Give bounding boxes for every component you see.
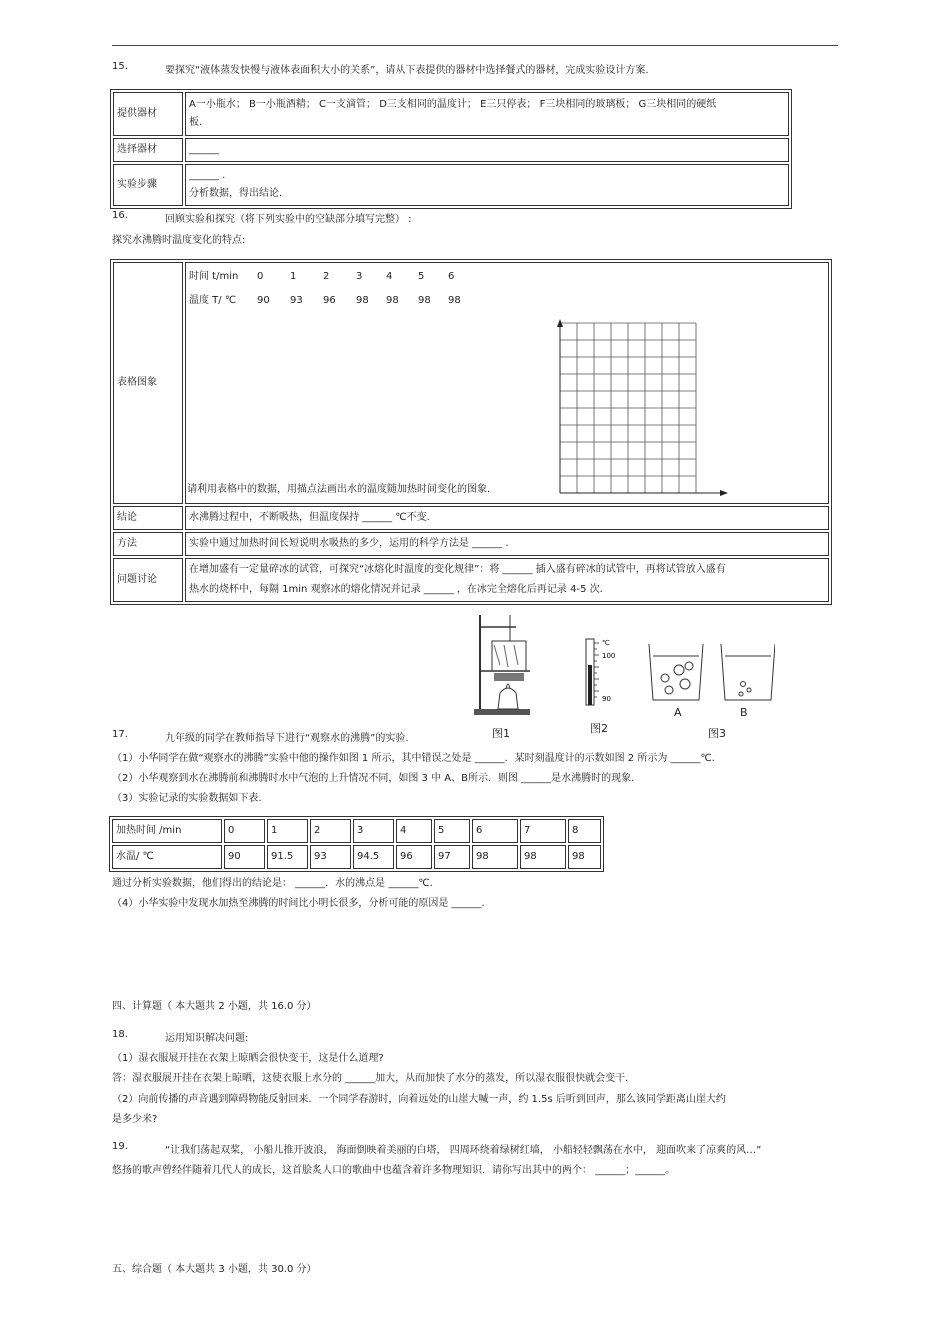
- q18-p3b: 是多少米?: [112, 1114, 158, 1125]
- q15-row-label: 选择器材: [113, 138, 183, 162]
- q15-text: 要探究“液体蒸发快慢与液体表面积大小的关系”，请从下表提供的器材中选择餐式的器材，完成实验设计方案.: [165, 65, 649, 76]
- q16-conclusion: 水沸腾过程中，不断吸热，但温度保持 ______ ℃不变.: [185, 506, 829, 530]
- temp-cell: 93: [290, 295, 303, 306]
- q17-data-table: [109, 816, 604, 872]
- q17-table-cell: 0: [224, 819, 265, 843]
- beaker-b-label: B: [740, 706, 748, 719]
- q16-discussion-line: 热水的烧杯中，每隔 1min 观察冰的熔化情况并记录 ______ ，在冰完全熔化后再记录 4-5 次.: [189, 584, 603, 595]
- q17-table-cell: 93: [310, 845, 351, 869]
- time-cell: 3: [356, 271, 363, 282]
- q19-number: 19.: [112, 1141, 128, 1152]
- q16-table: [110, 259, 832, 605]
- q19-text: “让我们荡起双桨， 小船儿推开波浪， 海面倒映着美丽的白塔， 四周环绕着绿树红墙， 小船轻轻飘荡在水中， 迎面吹来了凉爽的风…”: [165, 1145, 762, 1156]
- q16-discussion: [185, 558, 829, 602]
- time-cell: 6: [448, 271, 455, 282]
- q17-table-row-label: 水温/ ℃: [112, 845, 222, 869]
- time-cell: 0: [257, 271, 264, 282]
- q17-table-cell: 94.5: [353, 845, 394, 869]
- q15-row-line: 分析数据，得出结论.: [189, 188, 283, 199]
- q18-p1: （1）湿衣服展开挂在衣架上晾晒会很快变干，这是什么道理?: [112, 1053, 384, 1064]
- temp-label: 温度 T/ ℃: [189, 295, 237, 306]
- q17-table-cell: 2: [310, 819, 351, 843]
- q16-instruction: 请利用表格中的数据，用描点法画出水的温度随加热时间变化的图象.: [187, 484, 491, 495]
- q16-number: 16.: [112, 210, 128, 221]
- q17-table-cell: 6: [472, 819, 518, 843]
- q17-table-cell: 7: [520, 819, 566, 843]
- q15-row-line: ______ .: [189, 170, 226, 181]
- q18-p3: （2）向前传播的声音遇到障碍物能反射回来．一个同学春游时，向着远处的山崖大喊一声，约 1.5s 后听到回声，那么该同学距离山崖大约: [112, 1094, 726, 1105]
- time-label: 时间 t/min: [189, 271, 239, 282]
- q16-discussion-line: 在增加盛有一定量碎冰的试管，可探究“冰熔化时温度的变化规律”：将 ______ 插入盛有碎冰的试管中，再将试管放入盛有: [189, 564, 726, 575]
- q17-p1: （1）小华同学在做“观察水的沸腾”实验中他的操作如图 1 所示，其中错误之处是 ______．某时刻温度计的示数如图 2 所示为 ______℃.: [112, 753, 715, 764]
- q16-chart-cell: [185, 262, 829, 504]
- q17-table-cell: 8: [568, 819, 601, 843]
- temp-cell: 90: [257, 295, 270, 306]
- q16-text: 回顾实验和探究（将下列实验中的空缺部分填写完整） :: [165, 214, 412, 225]
- q17-p2: （2）小华观察到水在沸腾前和沸腾时水中气泡的上升情况不同，如图 3 中 A、B所示．则图 ______是水沸腾时的现象.: [112, 773, 635, 784]
- grid-lines: [560, 323, 696, 493]
- q17-table-cell: 5: [434, 819, 470, 843]
- q16-row-label: 问题讨论: [113, 558, 183, 602]
- q15-table: [110, 89, 792, 209]
- q17-conclusion: 通过分析实验数据，他们得出的结论是： ______．水的沸点是 ______℃.: [112, 878, 433, 889]
- q17-table-cell: 98: [520, 845, 566, 869]
- temp-cell: 98: [356, 295, 369, 306]
- figure-1-apparatus: [470, 605, 534, 733]
- figure-1-caption: 图1: [492, 727, 510, 740]
- temp-cell: 98: [386, 295, 399, 306]
- q15-row-value: [185, 92, 789, 136]
- q18-p2: 答：湿衣服展开挂在衣架上晾晒，这使衣服上水分的 ______加大，从而加快了水分的蒸发，所以湿衣服很快就会变干.: [112, 1073, 629, 1084]
- temp-cell: 98: [418, 295, 431, 306]
- q15-row-line: A一小瓶水； B一小瓶酒精； C一支滴管； D三支相同的温度计； E三只停表； F三块相同的玻璃板； G三块相同的硬纸: [189, 99, 717, 110]
- q17-table-cell: 96: [396, 845, 432, 869]
- q18-number: 18.: [112, 1029, 128, 1040]
- q17-text: 九年级的同学在教师指导下进行“观察水的沸腾”的实验.: [165, 733, 409, 744]
- q18-text: 运用知识解决问题:: [165, 1033, 249, 1044]
- q19-text2: 悠扬的歌声曾经伴随着几代人的成长，这首脍炙人口的歌曲中也蕴含着许多物理知识．请你写出其中的两个： ______；______。: [112, 1165, 676, 1176]
- q16-row-label: 方法: [113, 532, 183, 556]
- x-axis-arrow-icon: [720, 490, 728, 496]
- q15-row-value: [185, 164, 789, 206]
- time-cell: 5: [418, 271, 425, 282]
- q17-table-cell: 98: [472, 845, 518, 869]
- time-row: [189, 267, 478, 287]
- q17-table-cell: 4: [396, 819, 432, 843]
- q15-row-label: 实验步骤: [113, 164, 183, 206]
- time-cell: 2: [323, 271, 330, 282]
- figure-3-caption: 图3: [708, 727, 726, 740]
- section-5-heading: 五、综合题（ 本大题共 3 小题，共 30.0 分）: [112, 1264, 317, 1275]
- figure-3-beakers: [645, 640, 775, 705]
- q17-table-cell: 98: [568, 845, 601, 869]
- q17-table-cell: 90: [224, 845, 265, 869]
- q15-row-label: 提供器材: [113, 92, 183, 136]
- figure-2-thermometer: [580, 635, 630, 715]
- q17-table-cell: 91.5: [267, 845, 308, 869]
- q17-table-cell: 3: [353, 819, 394, 843]
- q17-p3: （3）实验记录的实验数据如下表.: [112, 793, 262, 804]
- q17-p4: （4）小华实验中发现水加热至沸腾的时间比小明长很多，分析可能的原因是 ______.: [112, 898, 485, 909]
- q15-number: 15.: [112, 61, 128, 72]
- figure-2-caption: 图2: [590, 722, 608, 735]
- q15-row-line: 板.: [189, 117, 203, 128]
- q16-method: 实验中通过加热时间长短说明水吸热的多少，运用的科学方法是 ______ .: [185, 532, 829, 556]
- q16-subtitle: 探究水沸腾时温度变化的特点:: [112, 235, 246, 246]
- q16-row-label: 表格图象: [113, 262, 183, 504]
- temp-cell: 98: [448, 295, 461, 306]
- q17-table-cell: 97: [434, 845, 470, 869]
- section-4-heading: 四、计算题（ 本大题共 2 小题，共 16.0 分）: [112, 1001, 317, 1012]
- q15-row-value: ______: [185, 138, 789, 162]
- thermometer-100: 100: [602, 652, 616, 660]
- time-cell: 4: [386, 271, 393, 282]
- temp-row: [189, 291, 478, 311]
- q16-row-label: 结论: [113, 506, 183, 530]
- q17-table-row-label: 加热时间 /min: [112, 819, 222, 843]
- time-cell: 1: [290, 271, 297, 282]
- thermometer-unit: ℃: [602, 639, 610, 647]
- thermometer-90: 90: [602, 695, 611, 703]
- blank-grid-chart: [552, 319, 732, 501]
- q17-number: 17.: [112, 729, 128, 740]
- q17-table-cell: 1: [267, 819, 308, 843]
- temp-cell: 96: [323, 295, 336, 306]
- top-rule: [112, 45, 838, 46]
- beaker-a-label: A: [674, 706, 682, 719]
